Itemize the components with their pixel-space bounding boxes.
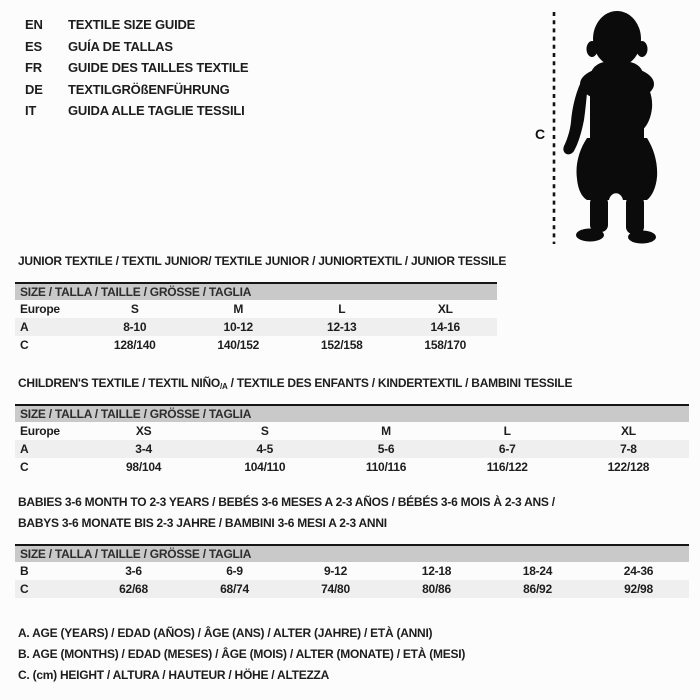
row-label: C (20, 338, 29, 352)
row-label: A (20, 320, 29, 334)
language-label: TEXTILE SIZE GUIDE (68, 17, 196, 33)
row-label: B (20, 564, 29, 578)
language-row-fr (25, 57, 248, 79)
footnote-a: A. AGE (YEARS) / EDAD (AÑOS) / ÂGE (ANS) / ALTER (JAHRE) / ETÀ (ANNI) (18, 626, 433, 640)
footnote-b: B. AGE (MONTHS) / EDAD (MESES) / ÂGE (MOIS) / ALTER (MONATE) / ETÀ (MESI) (18, 647, 466, 661)
language-list (25, 14, 248, 122)
junior-table-title: JUNIOR TEXTILE / TEXTIL JUNIOR/ TEXTILE JUNIOR / JUNIORTEXTIL / JUNIOR TESSILE (18, 254, 507, 268)
height-cell: 110/116 (365, 460, 407, 474)
months-cell: 9-12 (323, 564, 348, 578)
size-cell: XL (620, 424, 636, 438)
age-cell: 3-4 (135, 442, 152, 456)
toddler-height-figure (528, 0, 688, 250)
language-label: GUIDA ALLE TAGLIE TESSILI (68, 103, 245, 119)
height-cell: 140/152 (217, 338, 260, 352)
height-cell: 122/128 (607, 460, 650, 474)
children-size-table (15, 404, 689, 476)
age-cell: 8-10 (123, 320, 147, 334)
title-text: / TEXTILE DES ENFANTS / KINDERTEXTIL / BAMBINI TESSILE (227, 376, 573, 390)
size-cell: S (260, 424, 269, 438)
row-label: A (20, 442, 29, 456)
footnote-c: C. (cm) HEIGHT / ALTURA / HAUTEUR / HÖHE / ALTEZZA (18, 668, 330, 682)
age-cell: 4-5 (256, 442, 274, 456)
height-cell: 86/92 (523, 582, 552, 596)
months-cell: 24-36 (623, 564, 654, 578)
months-cell: 3-6 (125, 564, 142, 578)
title-line-1: BABIES 3-6 MONTH TO 2-3 YEARS / BEBÉS 3-6 MESES A 2-3 AÑOS / BÉBÉS 3-6 MOIS À 2-3 ANS / (18, 495, 555, 509)
size-cell: M (381, 424, 391, 438)
language-row-es (25, 36, 248, 58)
size-cell: S (130, 302, 139, 316)
size-header-bar: SIZE / TALLA / TAILLE / GRÖSSE / TAGLIA (15, 544, 689, 562)
language-code: DE (25, 81, 43, 97)
size-cell: XL (437, 302, 453, 316)
table-row-height (15, 336, 497, 354)
months-cell: 12-18 (421, 564, 452, 578)
row-label: C (20, 460, 29, 474)
table-row-europe (15, 300, 497, 318)
children-table-title (18, 376, 572, 391)
footnote-legend (18, 623, 465, 686)
size-cell: L (503, 424, 511, 438)
language-label: GUIDE DES TAILLES TEXTILE (68, 60, 249, 76)
age-cell: 5-6 (377, 442, 395, 456)
table-row-height (15, 458, 689, 476)
language-code: FR (25, 60, 42, 76)
size-cell: L (338, 302, 346, 316)
size-header-bar: SIZE / TALLA / TAILLE / GRÖSSE / TAGLIA (15, 282, 497, 300)
language-label: TEXTILGRÖßENFÜHRUNG (68, 81, 230, 97)
age-cell: 14-16 (430, 320, 460, 334)
language-label: GUÍA DE TALLAS (68, 38, 173, 54)
row-label: C (20, 582, 29, 596)
title-text: CHILDREN'S TEXTILE / TEXTIL NIÑO (18, 376, 220, 390)
age-cell: 12-13 (327, 320, 357, 334)
table-row-age (15, 440, 689, 458)
height-cell: 74/80 (321, 582, 350, 596)
table-row-age (15, 318, 497, 336)
size-header-bar: SIZE / TALLA / TAILLE / GRÖSSE / TAGLIA (15, 404, 689, 422)
table-row-months (15, 562, 689, 580)
age-cell: 10-12 (223, 320, 253, 334)
row-label: Europe (20, 302, 60, 316)
language-code: ES (25, 38, 42, 54)
age-cell: 7-8 (620, 442, 637, 456)
title-subscript: /A (219, 382, 228, 391)
table-row-europe (15, 422, 689, 440)
height-cell: 158/170 (424, 338, 467, 352)
size-cell: M (233, 302, 244, 316)
height-cell: 128/140 (113, 338, 156, 352)
babies-table-title (18, 492, 555, 534)
months-cell: 6-9 (226, 564, 243, 578)
language-row-it (25, 100, 248, 122)
months-cell: 18-24 (522, 564, 553, 578)
height-cell: 92/98 (624, 582, 653, 596)
size-cell: XS (135, 424, 152, 438)
title-line-2: BABYS 3-6 MONATE BIS 2-3 JAHRE / BAMBINI 3-6 MESI A 2-3 ANNI (18, 516, 387, 530)
height-cell: 98/104 (126, 460, 162, 474)
height-cell: 80/86 (422, 582, 451, 596)
language-code: IT (25, 103, 37, 119)
height-cell: 104/110 (244, 460, 286, 474)
toddler-silhouette-image (563, 11, 657, 244)
language-row-en (25, 14, 248, 36)
language-row-de (25, 79, 248, 101)
height-cell: 68/74 (220, 582, 249, 596)
babies-size-table (15, 544, 689, 598)
height-cell: 152/158 (320, 338, 363, 352)
height-measure-label: C (535, 126, 546, 142)
table-row-height (15, 580, 689, 598)
height-cell: 116/122 (486, 460, 528, 474)
junior-size-table (15, 282, 497, 354)
language-code: EN (25, 17, 43, 33)
row-label: Europe (20, 424, 60, 438)
height-cell: 62/68 (119, 582, 148, 596)
age-cell: 6-7 (498, 442, 516, 456)
